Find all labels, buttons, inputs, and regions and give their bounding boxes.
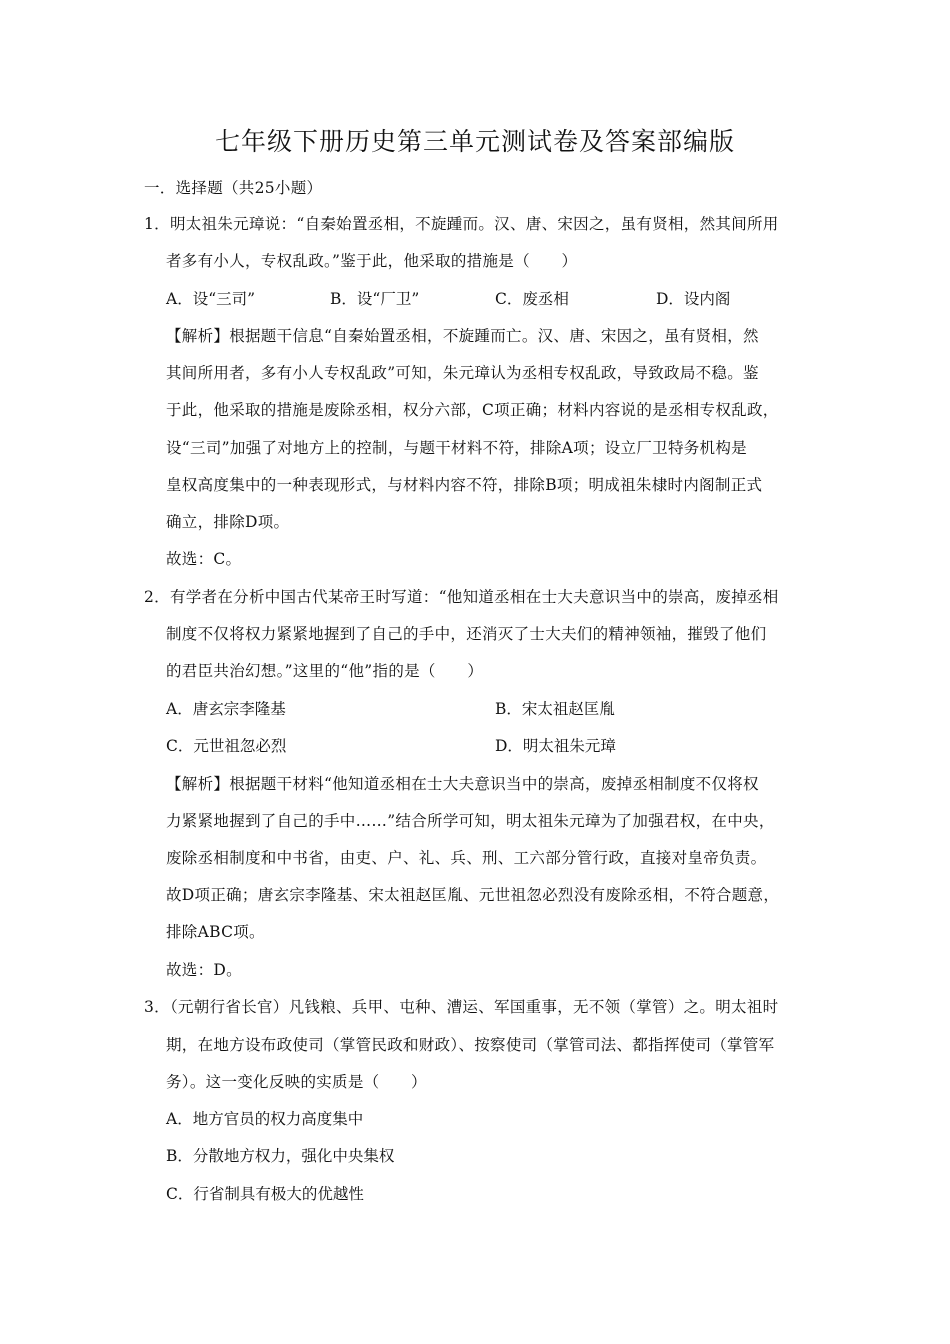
question-2-option-c: C．元世祖忽必烈: [166, 737, 287, 755]
question-2-analysis-line: 废除丞相制度和中书省，由吏、户、礼、兵、刑、工六部分管行政，直接对皇帝负责。: [166, 849, 767, 867]
question-2-analysis-line: 【解析】根据题干材料“他知道丞相在士大夫意识当中的崇高，废掉丞相制度不仅将权: [166, 775, 759, 793]
question-3-line: 3．（元朝行省长官）凡钱粮、兵甲、屯种、漕运、军国重事，无不领（掌管）之。明太祖时: [144, 998, 779, 1016]
question-2-answer: 故选：D。: [166, 961, 242, 979]
question-2-option-b: B．宋太祖赵匡胤: [495, 700, 615, 718]
section-heading: 一．选择题（共25小题）: [144, 179, 323, 197]
question-3-option-b: B．分散地方权力，强化中央集权: [166, 1147, 395, 1165]
question-3-line: 务）。这一变化反映的实质是（ ）: [166, 1073, 427, 1091]
question-1-option-b: B．设“厂卫”: [330, 290, 420, 308]
question-1-analysis-line: 设“三司”加强了对地方上的控制，与题干材料不符，排除A项；设立厂卫特务机构是: [166, 439, 747, 457]
question-3-option-a: A．地方官员的权力高度集中: [166, 1110, 364, 1128]
question-2-line: 的君臣共治幻想。”这里的“他”指的是（ ）: [166, 662, 484, 680]
question-2-line: 2．有学者在分析中国古代某帝王时写道：“他知道丞相在士大夫意识当中的崇高，废掉丞相: [144, 588, 779, 606]
question-2-line: 制度不仅将权力紧紧地握到了自己的手中，还消灭了士大夫们的精神领袖，摧毁了他们: [166, 625, 767, 643]
question-2-analysis-line: 故D项正确；唐玄宗李隆基、宋太祖赵匡胤、元世祖忽必烈没有废除丞相，不符合题意，: [166, 886, 780, 904]
question-1-analysis-line: 于此，他采取的措施是废除丞相，权分六部，C项正确；材料内容说的是丞相专权乱政，: [166, 401, 779, 419]
question-3-line: 期，在地方设布政使司（掌管民政和财政）、按察使司（掌管司法、都指挥使司（掌管军: [166, 1036, 775, 1054]
question-1-analysis-line: 其间所用者，多有小人专权乱政”可知，朱元璋认为丞相专权乱政，导致政局不稳。鉴: [166, 364, 759, 382]
question-2-analysis-line: 力紧紧地握到了自己的手中……”结合所学可知，明太祖朱元璋为了加强君权，在中央，: [166, 812, 775, 830]
question-2-option-d: D．明太祖朱元璋: [495, 737, 616, 755]
question-1-answer: 故选：C。: [166, 550, 242, 568]
question-1-line: 1．明太祖朱元璋说：“自秦始置丞相，不旋踵而。汉、唐、宋因之，虽有贤相，然其间所用: [144, 215, 779, 233]
question-1-option-d: D．设内阁: [656, 290, 731, 308]
question-2-option-a: A．唐玄宗李隆基: [166, 700, 286, 718]
question-3-option-c: C．行省制具有极大的优越性: [166, 1185, 364, 1203]
question-1-line: 者多有小人，专权乱政。”鉴于此，他采取的措施是（ ）: [166, 252, 578, 270]
question-1-analysis-line: 皇权高度集中的一种表现形式，与材料内容不符，排除B项；明成祖朱棣时内阁制正式: [166, 476, 763, 494]
question-2-analysis-line: 排除ABC项。: [166, 923, 265, 941]
question-1-analysis-line: 【解析】根据题干信息“自秦始置丞相，不旋踵而亡。汉、唐、宋因之，虽有贤相，然: [166, 327, 759, 345]
question-1-analysis-line: 确立，排除D项。: [166, 513, 290, 531]
question-1-option-a: A．设“三司”: [166, 290, 256, 308]
page-title: 七年级下册历史第三单元测试卷及答案部编版: [214, 127, 735, 156]
question-1-option-c: C．废丞相: [495, 290, 569, 308]
